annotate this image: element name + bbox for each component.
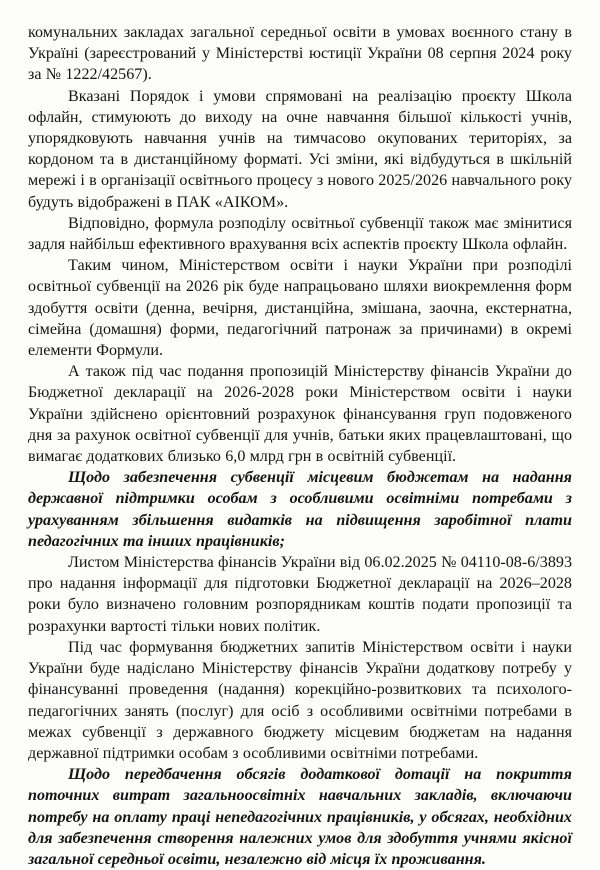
paragraph-continuation: комунальних закладах загальної середньої освіти в умовах воєнного стану в Україні (зареєстрований у Міністерстві юстиції України 08 серпня 2024 року за № 1222/42567). <box>28 24 572 84</box>
paragraph-education-forms: Таким чином, Міністерством освіти і науки України при розподілі освітньої субвенції на 2026 рік буде напрацьовано шляхи виокремлення форм здобуття освіти (денна, вечірня, дистанційна, змішана, заочна, екстернатна, сімейна (домашня) форми, педагогічний патронаж за причинами) в окремі елементи Формули. <box>28 257 572 360</box>
paragraph-budget-requests: Під час формування бюджетних запитів Міністерством освіти і науки України буде надіслано Міністерству фінансів України додаткову потребу у фінансуванні проведення (надання) корекційно-розвиткових та психолого-педагогічних занять (послуг) для осіб з особливими освітніми потребами в межах субвенції з державного бюджету місцевим бюджетам на надання державної підтримки особам з особливими освітніми потребами. <box>28 638 572 762</box>
paragraph-emphasis-additional-subsidy: Щодо передбачення обсягів додаткової дотації на покриття поточних витрат загальноосвітніх навчальних закладів, включаючи потребу на оплату праці непедагогічних працівників, у обсягах, необхідних для забезпечення створення належних умов для здобуття учнями якісної загальної середньої освіти, незалежно від місця їх проживання. <box>28 766 572 868</box>
paragraph-budget-declaration-proposals: А також під час подання пропозицій Міністерству фінансів України до Бюджетної декларації на 2026-2028 роки Міністерством освіти і науки України здійснено орієнтовний розрахунок фінансування груп подовженого дня за рахунок освітної субвенції для учнів, батьки яких працевлаштовані, що вимагає додаткових близько 6,0 млрд грн в освітній субвенції. <box>28 363 572 466</box>
paragraph-emphasis-special-needs-subvention: Щодо забезпечення субвенції місцевим бюджетам на надання державної підтримки особам з особливими освітніми потребами з урахуванням збільшення видатків на підвищення заробітної плати педагогічних та інших працівників; <box>28 469 572 550</box>
document-text-body <box>28 22 572 870</box>
paragraph-finance-ministry-letter: Листом Міністерства фінансів України від 06.02.2025 № 04110-08-6/3893 про надання інформації для підготовки Бюджетної декларації на 2026–2028 роки було визначено головним розпорядникам коштів подати пропозиції та розрахунки вартості тільки нових політик. <box>28 554 572 635</box>
paragraph-formula-change: Відповідно, формула розподілу освітньої субвенції також має змінитися задля найбільш ефективного врахування всіх аспектів проєкту Школа офлайн. <box>28 214 572 254</box>
paragraph-school-offline-project: Вказані Порядок і умови спрямовані на реалізацію проєкту Школа офлайн, стимуюють до виходу на очне навчання більшої кількості учнів, упорядковують навчання учнів на тимчасово окупованих територіях, за кордоном та в дистанційному форматі. Усі зміни, які відбудуться в шкільній мережі і в організації освітнього процесу з нового 2025/2026 навчального року будуть відображені в ПАК «АІКОМ». <box>28 87 572 211</box>
